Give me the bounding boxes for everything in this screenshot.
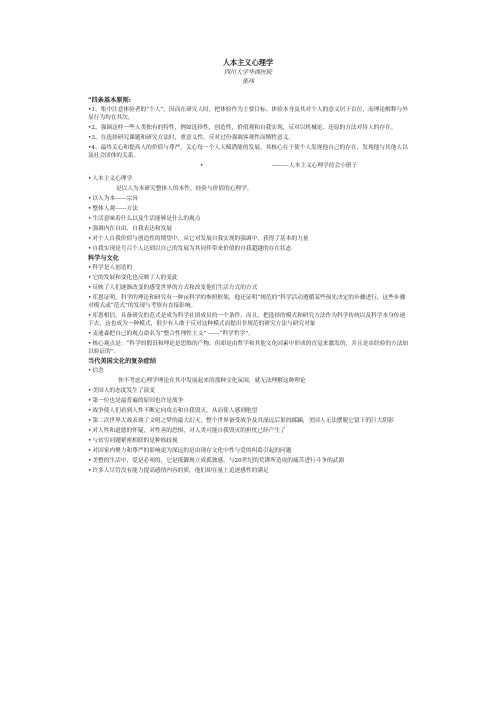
paragraph: •2、强调这样一些人类独有的特性，例如选择性，创造性，价值观和自我实现，反对以机械论、还原的方法对待人的存在。: [88, 125, 397, 131]
paragraph: •1、集中注意体验者的“个人”，因而在研究人时，把体验作为主要目标。体验本身及其对个人的意义居于首位，而理论解释与外显行为均在其次。: [88, 107, 408, 121]
paragraph: • 强调内在自由、自我表达和发展: [88, 225, 410, 233]
paragraph: • 美整的生活中，爱是必须的，它是抵御现立成孤独感，与20世纪的荒谬所造成的痛苦进行斗争的武器: [88, 457, 410, 465]
paragraph: 你不考虑心理学理论在其中发展起来的那种文化氛围，就无法理解这种理论: [118, 378, 306, 384]
paragraph: • 第一位也是最普遍的原因也许是战争: [88, 397, 410, 405]
paragraph: • 第二次世界大战表现了文明之梦的最大幻灭，整个世界备受战争及其深远后果的蹂躏，美国人无法摆脱它留下的巨大阴影: [88, 417, 410, 425]
paragraph: • 人本主义心理学: [88, 175, 410, 183]
paragraph: • ---------人本主义心理学持会小册子: [200, 163, 358, 169]
paragraph: • 自我实现是号召个人达到以自己的发展为其同伴带来价值的自我超越的存在状态: [88, 245, 410, 253]
document-title: 人本主义心理学: [222, 58, 274, 67]
paragraph: • 以人为本------宗旨: [88, 195, 410, 203]
paragraph: • 对个人自我价值与创造性的期望中，从它对发展自我实现的强调中，获得了基本的力量: [88, 235, 410, 243]
paragraph: • 反映了人们逐渐改变的感受世界的方式和改变他们生活方式的方式: [88, 284, 410, 292]
paragraph: • 信念: [88, 367, 410, 375]
paragraph: • 核心观点是：“科学的假设和理论是思维的产物，但却是由哲学和其他文化因素中形成的直觉来激发的，并且是由经验的方法加以验证的”。: [88, 340, 410, 356]
paragraph: 是以人为本研究整体人的本性、经验与价值的心理学。: [116, 186, 253, 192]
paragraph: • 它的发展和变化也反映了人的变此: [88, 274, 410, 282]
paragraph: •4、最终关心和提高人的价值与尊严，关心每一个人天赋潜能的发展。其核心在于使个人发现他自己的存在，发现他与其他人以及社会团体的关系。: [88, 145, 408, 159]
paragraph: • 与贫穷问题紧密相联的是种族歧视: [88, 437, 410, 445]
paragraph: • 生活意味着什么以及生活能够是什么的观点: [88, 215, 410, 223]
paragraph: • 美国人的态度发生了演变: [88, 387, 410, 395]
paragraph: • 科学是人创造的: [88, 264, 410, 272]
section-heading: “四条基本原则:: [88, 97, 131, 104]
section-heading: 科学与文化: [88, 255, 119, 262]
author-name: 张玮: [241, 78, 254, 85]
paragraph: • 整体人观------方法: [88, 205, 410, 213]
document-body: [88, 97, 410, 477]
institution-name: 四川大学华西医院: [223, 69, 272, 76]
paragraph: • 对国家内聚力和尊严的影响更为深远的是由现存文化中性与爱的纠葛引起的问题: [88, 447, 410, 455]
section-heading: 当代美国文化的复杂症结: [88, 358, 157, 365]
paragraph: • 许多人尽管没有能力提高感情内容的质，他们却在量上追逐感性的满足: [88, 467, 410, 475]
paragraph: • 库恩相信，具备研究的范式是成为科学社团成员的一个条件。而且，把选择的模式和研究方法作为科学传统以及科学本身传递下去，这也成为一种模式，很少有人敢于反对这种模式而提出非规范的研究方法与研究对象: [88, 312, 410, 328]
paragraph: •3、在选择研究课题和研究方法时，重意义性，反对过份强调客观性而牺牲意义。: [88, 135, 295, 141]
paragraph: • 战争使人们看到人性不断定向攻击和自我毁灭，从而使人感到绝望: [88, 407, 410, 415]
paragraph: • 麦迪森把自己的观点命名为“整合性理性主义” ------“科学哲学”。: [88, 330, 410, 338]
paragraph: • 对人性和道德的怀疑，对性善的恐惧，对人类可能自我毁灭的担忧已经产生了: [88, 427, 410, 435]
paragraph: • 库恩证明，科学的理论和研究有一种亩科学的参照框架，他还证明“规范的”科学活动遵循某些预先决定的步骤进行，这些步骤对模式或“范式”的发现与考察有直接影响。: [88, 294, 410, 310]
